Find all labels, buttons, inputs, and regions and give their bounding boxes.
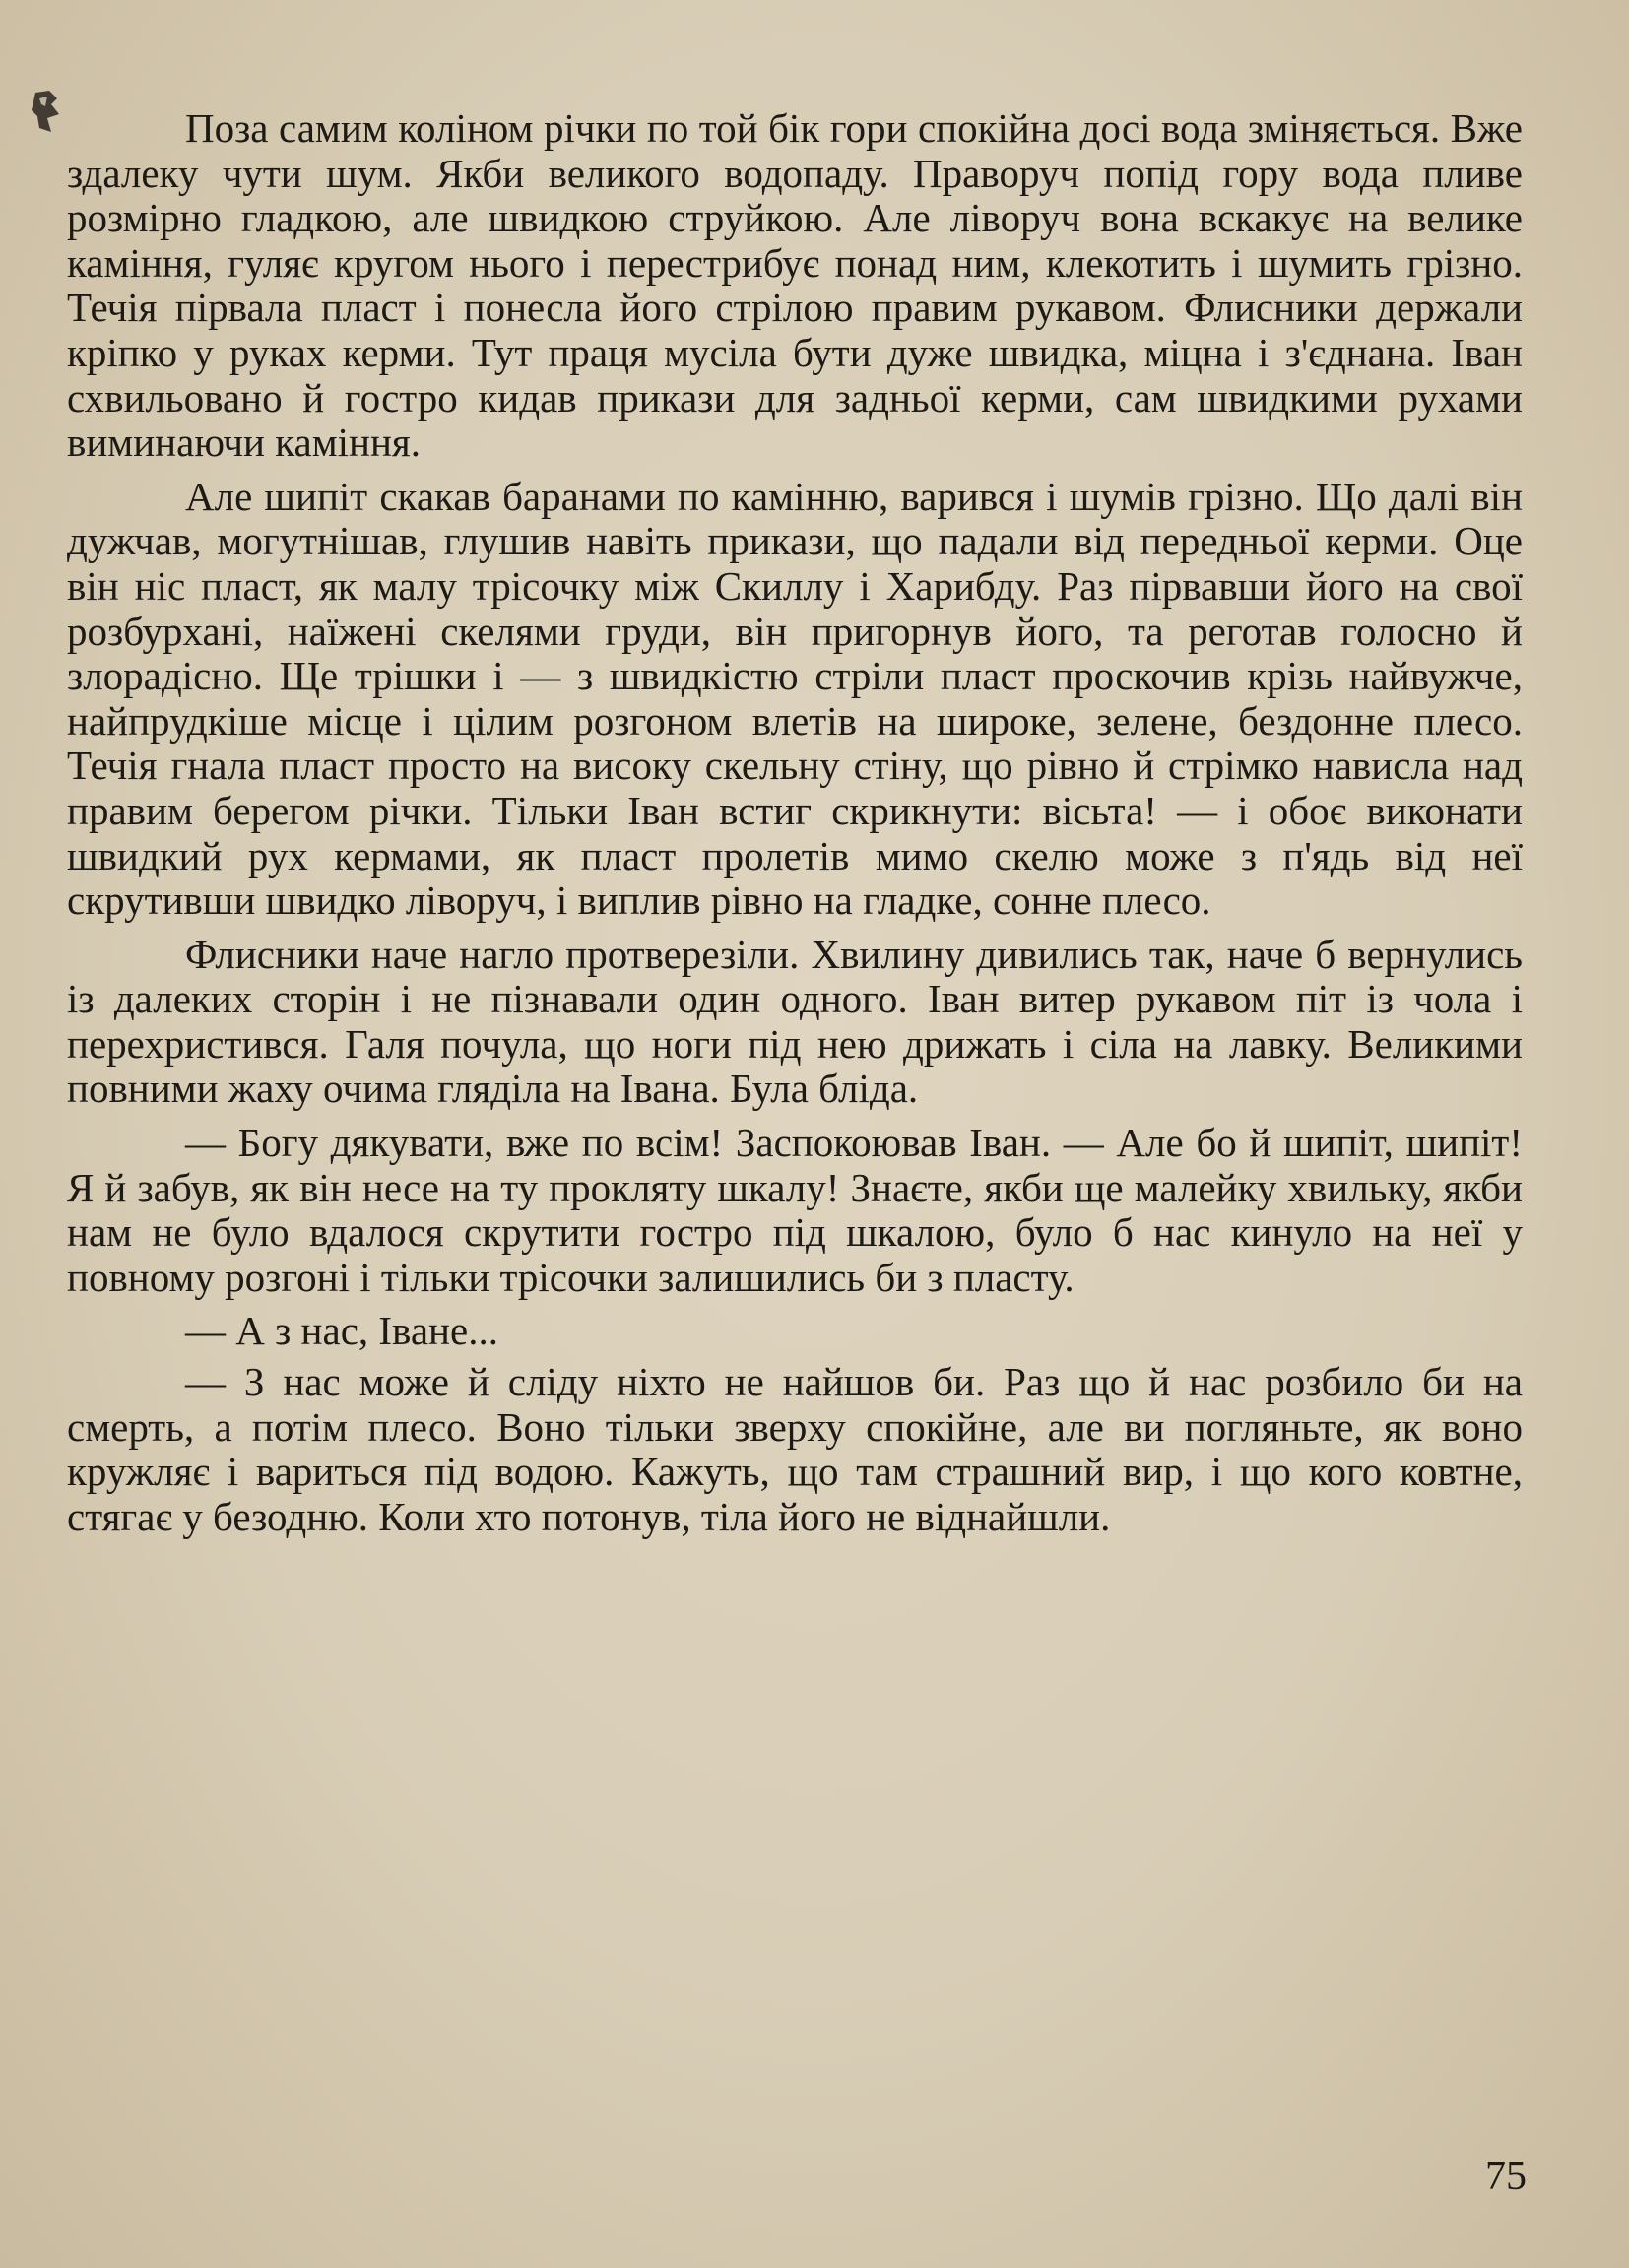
paragraph-2: Але шипіт скакав баранами по камінню, варився і шумів грізно. Що далі він дужчав, могутнішав, глушив навіть прикази, що падали від передньої керми. Оце він ніс пласт, як малу трісочку між Скиллу і Харибду. Раз пірвавши його на свої розбурхані, наїжені скелями груди, він пригорнув його, та реготав голосно й злорадісно. Ще трішки і — з швидкістю стріли пласт проскочив крізь найвужче, найпрудкіше місце і цілим розгоном влетів на широке, зелене, бездонне плесо. Течія гнала пласт просто на високу скельну стіну, що рівно й стрімко нависла над правим берегом річки. Тільки Іван встиг скрикнути: вісьта! — і обоє виконати швидкий рух кермами, як пласт пролетів мимо скелю може з п'ядь від неї скрутивши швидко ліворуч, і виплив рівно на гладке, сонне плесо. [67, 473, 1523, 924]
paragraph-3: Флисники наче нагло протверезіли. Хвилину дивились так, наче б вернулись із далеких сторін і не пізнавали один одного. Іван витер рукавом піт із чола і перехристився. Галя почула, що ноги під нею дрижать і сіла на лавку. Великими повними жаху очима гляділа на Івана. Була бліда. [67, 931, 1523, 1112]
paragraph-1: Поза самим коліном річки по той бік гори спокійна досі вода зміняється. Вже здалеку чути шум. Якби великого водопаду. Праворуч попід гору вода пливе розмірно гладкою, але швидкою струйкою. Але ліворуч вона вскакує на велике каміння, гуляє кругом нього і перестрибує понад ним, клекотить і шумить грізно. Течія пірвала пласт і понесла його стрілою правим рукавом. Флисники держали кріпко у руках керми. Тут праця мусіла бути дуже швидка, міцна і з'єднана. Іван схвильовано й гостро кидав прикази для задньої керми, сам швидкими рухами виминаючи каміння. [67, 105, 1523, 466]
paragraph-5: — А з нас, Іване... [185, 1308, 498, 1354]
torn-corner-mark-icon [30, 89, 63, 138]
paragraph-4: — Богу дякувати, вже по всім! Заспокоював Іван. — Але бо й шипіт, шипіт! Я й забув, як він несе на ту прокляту шкалу! Знаєте, якби ще малейку хвильку, якби нам не було вдалося скрутити гостро під шкалою, було б нас кинуло на неї у повному розгоні і тільки трісочки залишились би з пласту. [67, 1120, 1523, 1300]
page-number: 75 [1485, 2154, 1527, 2199]
page-text [67, 106, 1523, 1548]
paragraph-6: — З нас може й сліду ніхто не найшов би. Раз що й нас розбило би на смерть, а потім плесо. Воно тільки зверху спокійне, але ви погляньте, як воно кружляє і вариться під водою. Кажуть, що там страшний вир, і що кого ковтне, стягає у безодню. Коли хто потонув, тіла його не віднайшли. [67, 1359, 1523, 1539]
